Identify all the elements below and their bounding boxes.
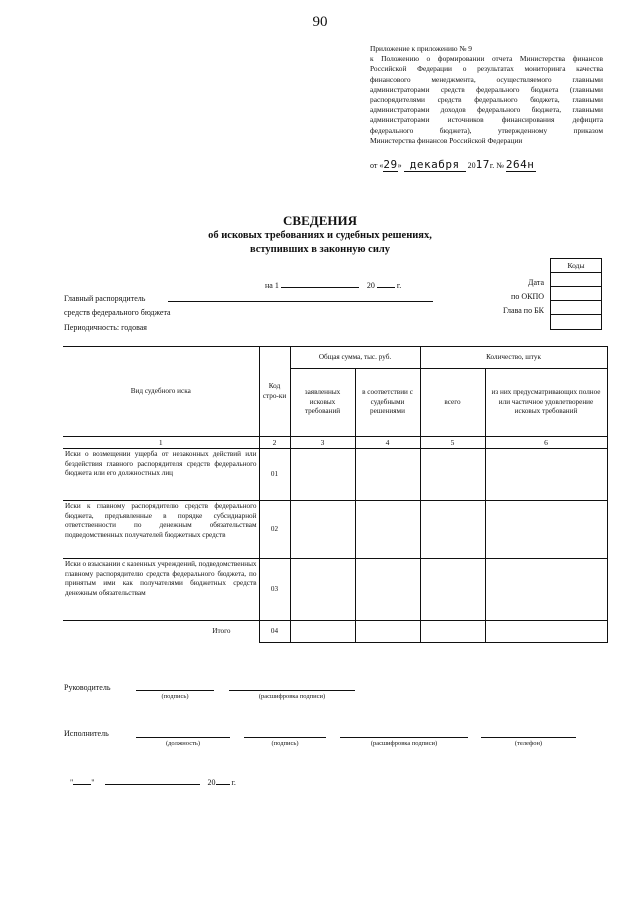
header-vid: Вид судебного иска — [63, 347, 259, 437]
date-prefix: на 1 — [265, 281, 279, 290]
table-row — [63, 559, 607, 621]
col-number: 4 — [355, 437, 420, 449]
extra-code-field[interactable] — [551, 315, 601, 329]
order-number: 264н — [505, 158, 535, 171]
order-month: декабря — [404, 158, 466, 172]
order-day: 29 — [383, 158, 398, 171]
appendix-line: администраторами средств федерального бюджета (главными — [370, 84, 603, 94]
total-label: Итого — [63, 621, 259, 643]
signing-year-prefix: 20 — [207, 778, 216, 787]
row-code: 02 — [259, 501, 290, 559]
glava-label: Глава по БК — [503, 306, 544, 315]
total-iz-nih[interactable] — [485, 621, 607, 643]
signing-month-field[interactable] — [105, 775, 200, 785]
head-signature-field[interactable] — [136, 690, 214, 691]
executor-name-field[interactable] — [340, 737, 468, 738]
cell-sootvetstvie[interactable] — [355, 559, 420, 621]
header-obshchaya: Общая сумма, тыс. руб. — [290, 347, 420, 369]
cell-sootvetstvie[interactable] — [355, 501, 420, 559]
order-reference — [370, 158, 536, 172]
cell-iz-nih[interactable] — [485, 449, 607, 501]
date-quote-open: " — [70, 778, 74, 787]
report-date-line — [265, 278, 401, 290]
order-no-label: г. № — [489, 161, 504, 170]
row-code: 03 — [259, 559, 290, 621]
order-prefix: от « — [370, 161, 384, 170]
cell-zayavlennyh[interactable] — [290, 559, 355, 621]
executor-signature-field[interactable] — [244, 737, 326, 738]
report-date-field[interactable] — [281, 278, 359, 288]
signing-year-field[interactable] — [216, 775, 230, 785]
doc-subtitle-1: об исковых требованиях и судебных решениях, — [208, 230, 432, 241]
doc-title: СВЕДЕНИЯ — [283, 213, 357, 228]
table-row — [63, 449, 607, 501]
executor-position-field[interactable] — [136, 737, 230, 738]
year-prefix: 20 — [366, 281, 375, 290]
col-number: 5 — [420, 437, 485, 449]
header-vsego: всего — [420, 369, 485, 437]
cell-zayavlennyh[interactable] — [290, 501, 355, 559]
cell-zayavlennyh[interactable] — [290, 449, 355, 501]
date-label: Дата — [528, 278, 544, 287]
glava-code-field[interactable] — [551, 301, 601, 315]
head-label: Руководитель — [64, 683, 111, 692]
total-code: 04 — [259, 621, 290, 643]
row-description: Иски к главному распорядителю средств федерального бюджета, предъявленные в порядке субсидиарной ответственности по денежным обязательствам подведомственных получателей бюджетных средств — [63, 501, 259, 559]
order-mid: » — [397, 161, 402, 170]
total-vsego[interactable] — [420, 621, 485, 643]
total-row — [63, 621, 607, 643]
signing-year-suffix: г. — [231, 778, 236, 787]
header-kolichestvo: Количество, штук — [420, 347, 607, 369]
report-year-field[interactable] — [377, 278, 395, 288]
date-code-field[interactable] — [551, 273, 601, 287]
caption-podpis: (подпись) — [161, 693, 189, 700]
header-iz-nih: из них предусматривающих полное или частичное удовлетворение исковых требований — [485, 369, 607, 437]
doc-subtitle-2: вступивших в законную силу — [249, 244, 391, 255]
caption-telefon: (телефон) — [514, 740, 543, 747]
periodicity: Периодичность: годовая — [64, 323, 147, 332]
table-row — [63, 501, 607, 559]
date-quote-close: " — [91, 778, 95, 787]
okpo-label: по ОКПО — [511, 292, 544, 301]
total-zayavlennyh[interactable] — [290, 621, 355, 643]
page-number: 90 — [312, 14, 328, 30]
manager-label-1: Главный распорядитель — [64, 294, 146, 303]
header-sootvetstvie: в соответствии с судебными решениями — [355, 369, 420, 437]
appendix-line: администраторами источников финансирования дефицита — [370, 115, 603, 125]
executor-phone-field[interactable] — [481, 737, 576, 738]
row-code: 01 — [259, 449, 290, 501]
appendix-line: Министерства финансов Российской Федерации — [370, 135, 523, 145]
appendix-line: Российской Федерации о результатах мониторинга качества — [370, 64, 603, 74]
appendix-line: финансового менеджмента, осуществляемого главными — [370, 74, 603, 84]
caption-rasshifrovka-2: (расшифровка подписи) — [370, 740, 438, 747]
cell-sootvetstvie[interactable] — [355, 449, 420, 501]
manager-field[interactable] — [168, 301, 433, 302]
caption-rasshifrovka: (расшифровка подписи) — [258, 693, 326, 700]
appendix-line: администраторами доходов федерального бюджета, главными — [370, 105, 603, 115]
appendix-line: Приложение к приложению № 9 — [370, 44, 472, 53]
appendix-note — [370, 44, 603, 146]
header-kod: Код стро-ки — [259, 347, 290, 437]
cell-iz-nih[interactable] — [485, 501, 607, 559]
col-number: 1 — [63, 437, 259, 449]
appendix-line: к Положению о формировании отчета Министерства финансов — [370, 54, 603, 64]
okpo-code-field[interactable] — [551, 287, 601, 301]
row-description: Иски о возмещении ущерба от незаконных действий или бездействия главного распорядителя средств федерального бюджета или его должностных лиц — [63, 449, 259, 501]
col-number: 2 — [259, 437, 290, 449]
claims-table — [63, 346, 608, 643]
year-suffix: г. — [396, 281, 402, 290]
executor-label: Исполнитель — [64, 729, 109, 738]
head-name-field[interactable] — [229, 690, 355, 691]
codes-box — [550, 258, 602, 330]
cell-vsego[interactable] — [420, 501, 485, 559]
manager-label-2: средств федерального бюджета — [64, 308, 171, 317]
row-description: Иски о взыскании с казенных учреждений, подведомственных главному распорядителю средств федерального бюджета, по принятым ими как получателями бюджетных средств денежным обязательствам — [63, 559, 259, 621]
col-number: 3 — [290, 437, 355, 449]
total-sootvetstvie[interactable] — [355, 621, 420, 643]
codes-label: Коды — [551, 259, 601, 273]
cell-vsego[interactable] — [420, 449, 485, 501]
caption-podpis-2: (подпись) — [271, 740, 299, 747]
caption-dolzhnost: (должность) — [165, 740, 201, 747]
signing-day-field[interactable] — [73, 775, 91, 785]
appendix-line: распорядителями средств федерального бюджета, главными — [370, 95, 603, 105]
appendix-line: федерального бюджета), утвержденному приказом — [370, 125, 603, 135]
order-year-prefix: 20 — [467, 161, 476, 170]
header-zayavlennyh: заявленных исковых требований — [290, 369, 355, 437]
cell-vsego[interactable] — [420, 559, 485, 621]
order-year: 17 — [475, 158, 490, 171]
cell-iz-nih[interactable] — [485, 559, 607, 621]
col-number: 6 — [485, 437, 607, 449]
signing-date — [70, 775, 236, 787]
